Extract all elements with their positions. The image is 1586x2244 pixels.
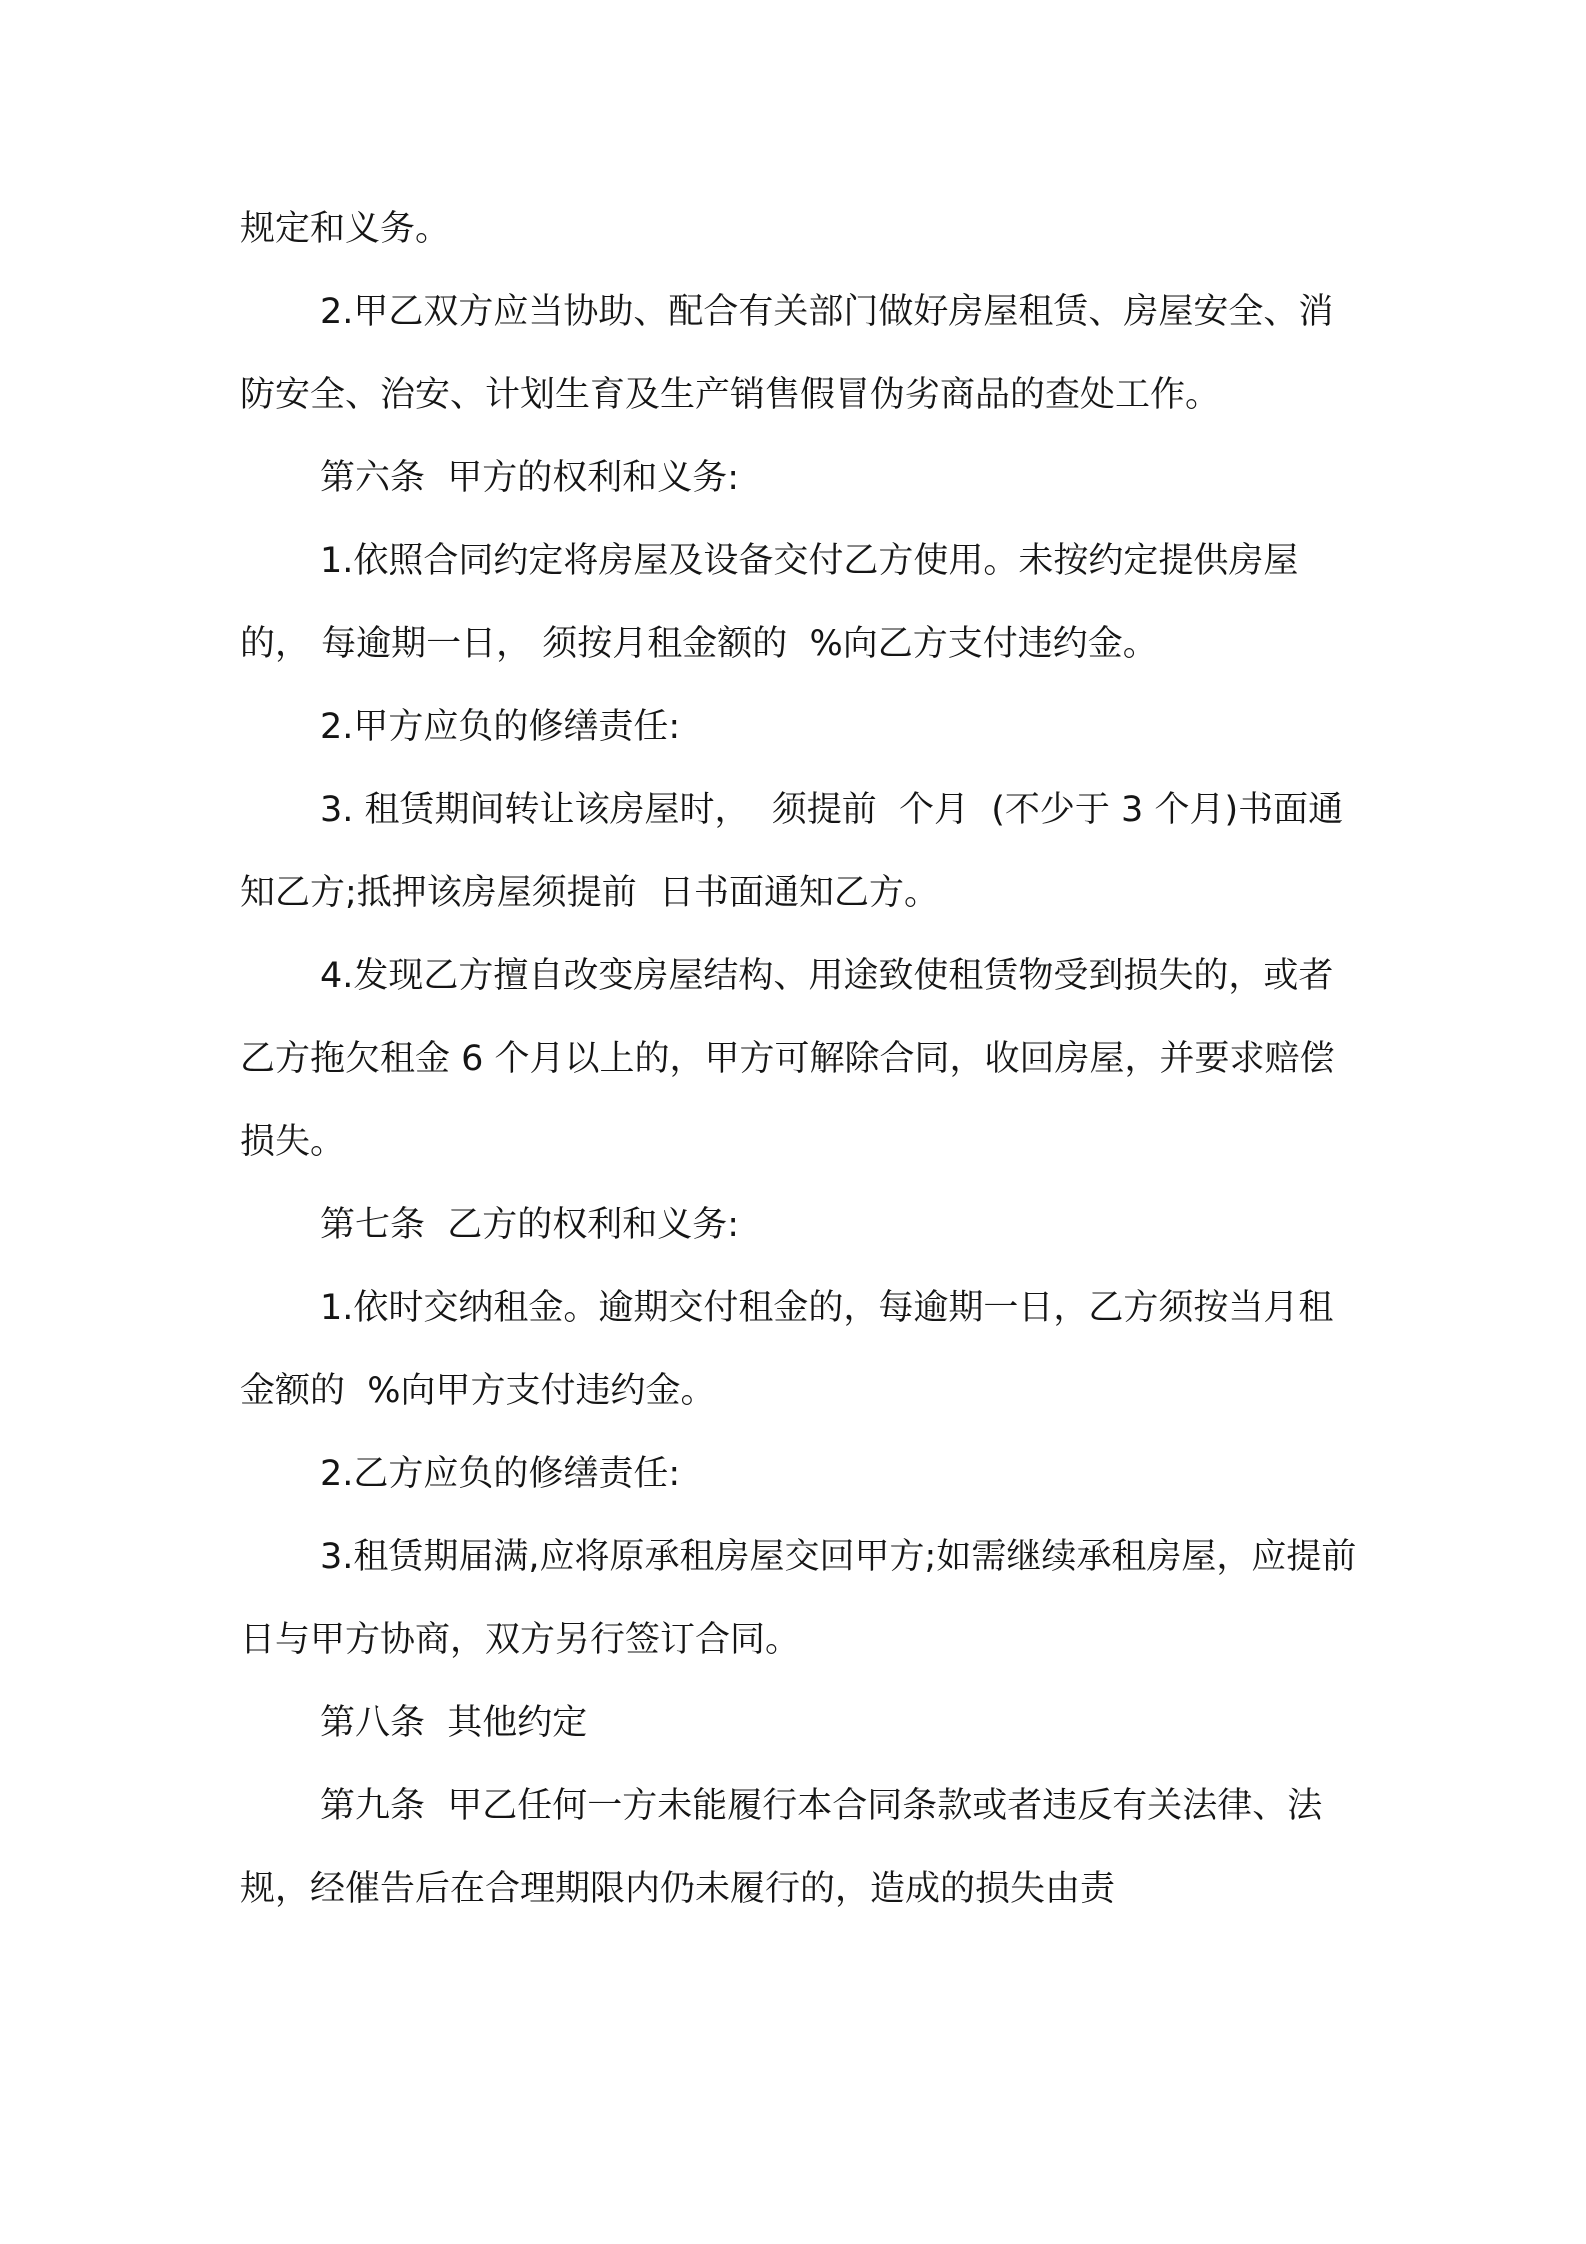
paragraph: 3. 租赁期间转让该房屋时， 须提前 个月 (不少于 3 个月)书面通知乙方;抵押该房屋须提前 日书面通知乙方。 bbox=[240, 790, 1344, 913]
paragraph: 3.租赁期届满,应将原承租房屋交回甲方;如需继续承租房屋，应提前 日与甲方协商，双方另行签订合同。 bbox=[240, 1537, 1379, 1660]
paragraph: 2.乙方应负的修缮责任: bbox=[320, 1454, 681, 1494]
paragraph: 1.依照合同约定将房屋及设备交付乙方使用。未按约定提供房屋的， 每逾期一日， 须按月租金额的 %向乙方支付违约金。 bbox=[240, 541, 1299, 664]
article-heading: 第七条 乙方的权利和义务: bbox=[320, 1205, 740, 1245]
paragraph: 第九条 甲乙任何一方未能履行本合同条款或者违反有关法律、法规，经催告后在合理期限内仍未履行的，造成的损失由责 bbox=[240, 1786, 1323, 1909]
paragraph: 1.依时交纳租金。逾期交付租金的，每逾期一日，乙方须按当月租金额的 %向甲方支付违约金。 bbox=[240, 1288, 1334, 1411]
document-body bbox=[240, 188, 1379, 1931]
paragraph: 规定和义务。 bbox=[240, 209, 451, 249]
paragraph: 2.甲乙双方应当协助、配合有关部门做好房屋租赁、房屋安全、消防安全、治安、计划生育及生产销售假冒伪劣商品的查处工作。 bbox=[240, 292, 1334, 415]
paragraph: 4.发现乙方擅自改变房屋结构、用途致使租赁物受到损失的，或者乙方拖欠租金 6 个月以上的，甲方可解除合同，收回房屋，并要求赔偿损失。 bbox=[240, 956, 1335, 1162]
article-heading: 第六条 甲方的权利和义务: bbox=[320, 458, 740, 498]
paragraph: 2.甲方应负的修缮责任: bbox=[320, 707, 681, 747]
article-heading: 第八条 其他约定 bbox=[320, 1703, 588, 1743]
